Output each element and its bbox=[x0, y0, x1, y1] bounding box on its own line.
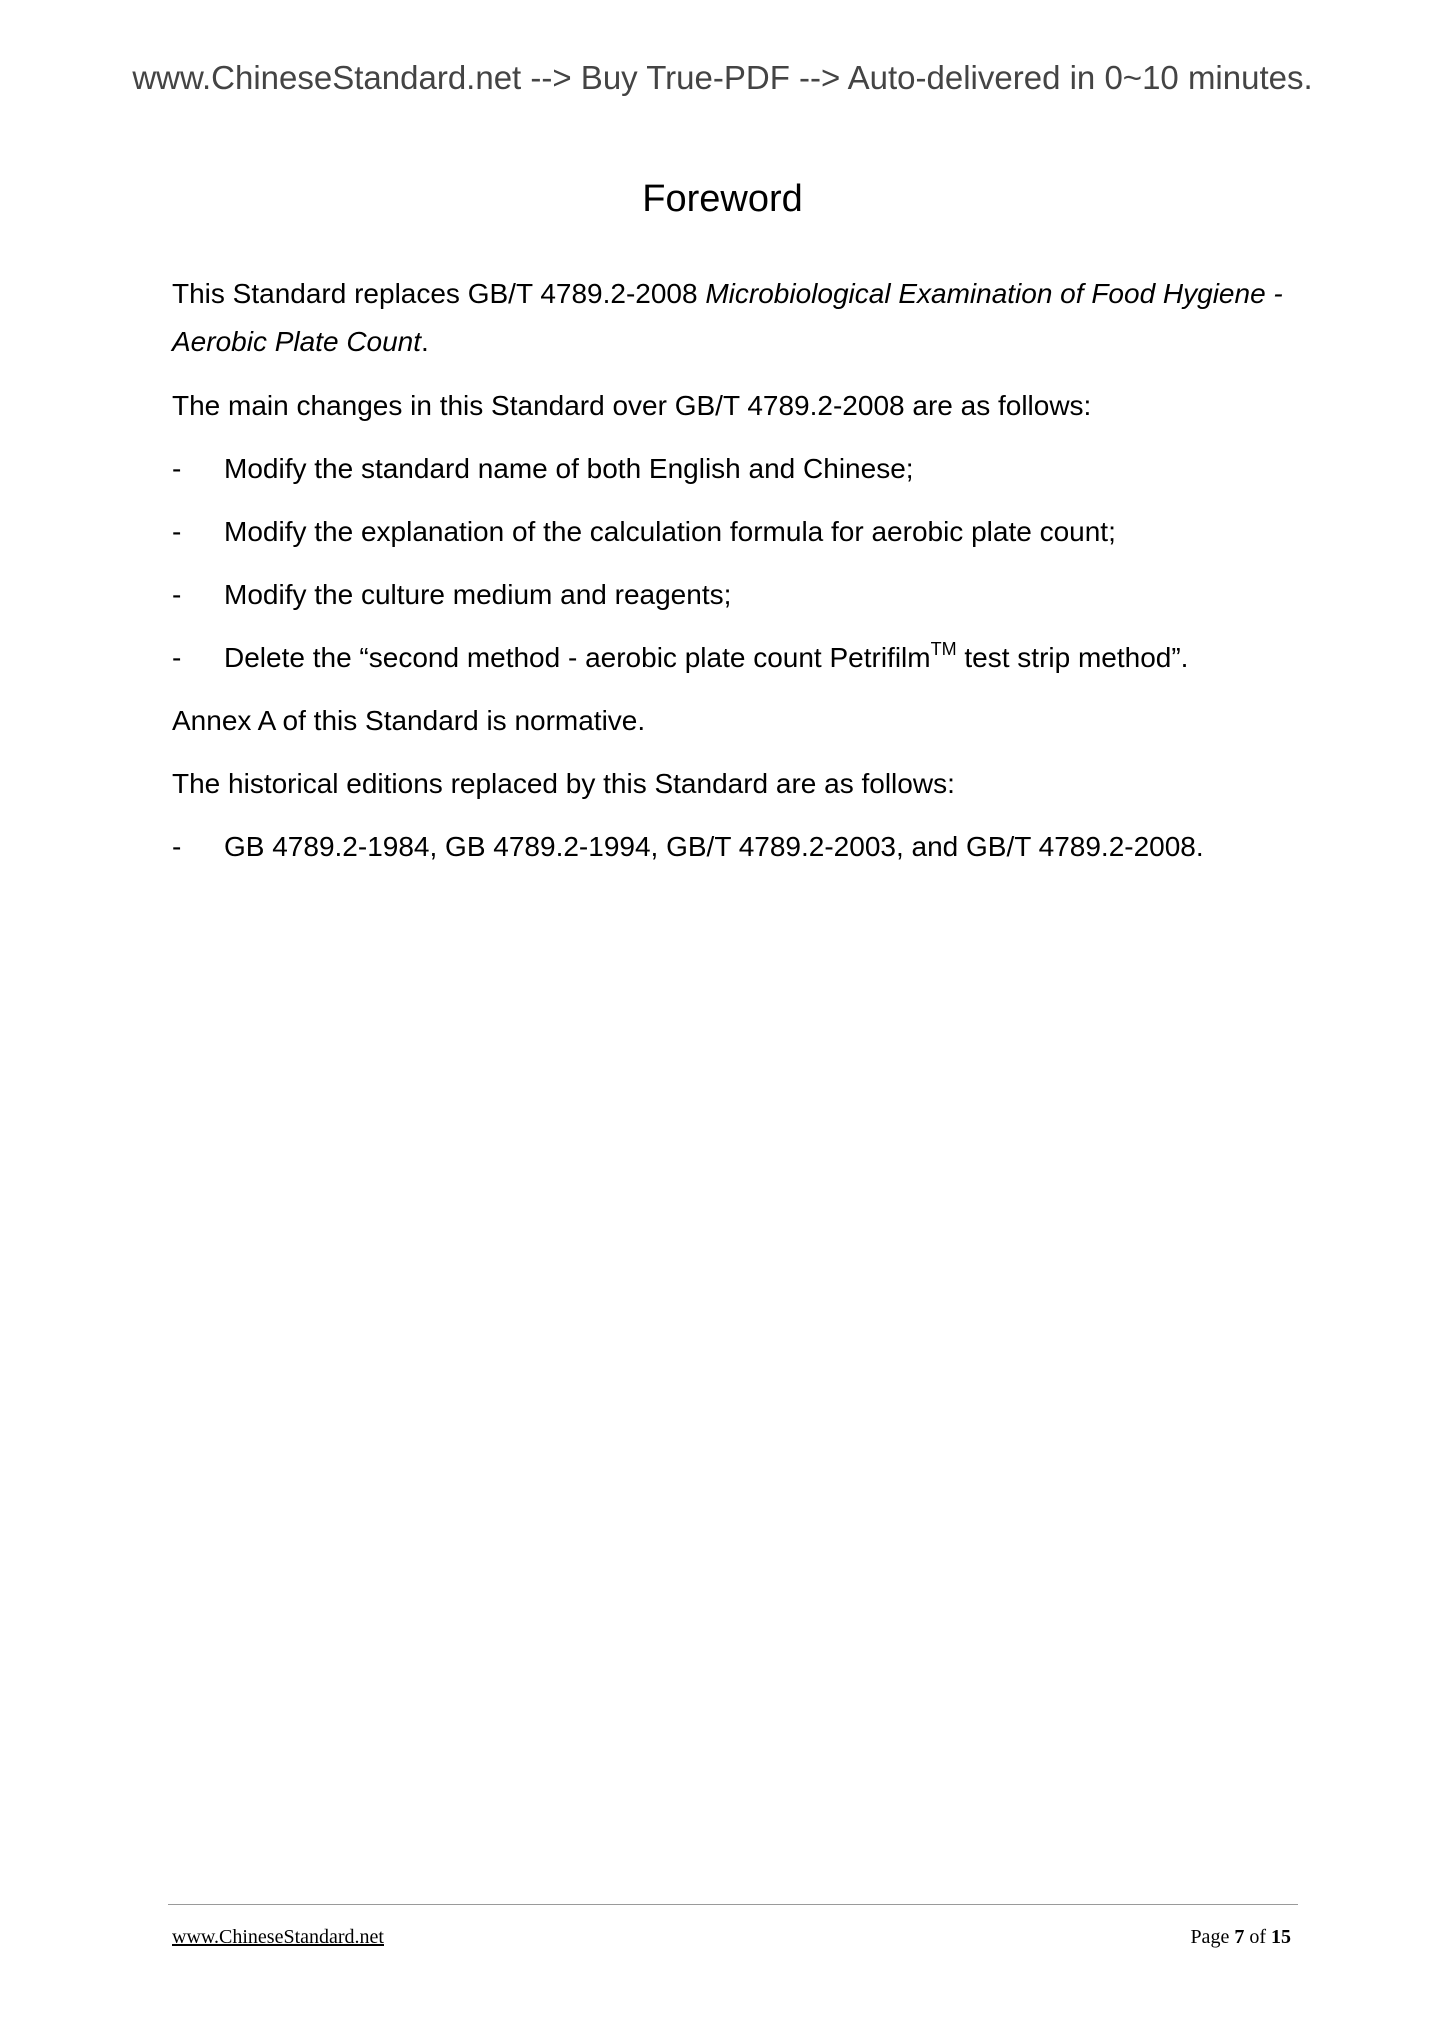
of-label: of bbox=[1244, 1926, 1271, 1948]
change-text-before: Delete the “second method - aerobic plate count Petrifilm bbox=[224, 642, 931, 673]
intro-standard-title-cont: Aerobic Plate Count bbox=[172, 326, 422, 357]
footer-site-link[interactable]: www.ChineseStandard.net bbox=[172, 1926, 384, 1948]
change-item: Modify the standard name of both English and Chinese; bbox=[224, 453, 914, 484]
intro-standard-title: Microbiological Examination of Food Hygiene - bbox=[705, 278, 1283, 309]
change-item: Modify the explanation of the calculation formula for aerobic plate count; bbox=[224, 516, 1116, 547]
total-pages: 15 bbox=[1271, 1926, 1291, 1948]
footer-divider bbox=[168, 1904, 1298, 1905]
bullet-marker: - bbox=[172, 516, 182, 547]
change-item: Modify the culture medium and reagents; bbox=[224, 579, 732, 610]
intro-line-1 bbox=[172, 270, 1307, 318]
intro-suffix: . bbox=[421, 326, 429, 357]
intro-prefix: This Standard replaces GB/T 4789.2-2008 bbox=[172, 278, 706, 309]
trademark-superscript: TM bbox=[930, 638, 957, 659]
change-text-after: test strip method”. bbox=[956, 642, 1189, 673]
bullet-marker: - bbox=[172, 642, 182, 673]
page-number: 7 bbox=[1234, 1926, 1245, 1948]
history-intro: The historical editions replaced by this Standard are as follows: bbox=[172, 768, 955, 799]
page-label: Page bbox=[1190, 1926, 1235, 1948]
annex-note: Annex A of this Standard is normative. bbox=[172, 705, 646, 736]
changes-intro: The main changes in this Standard over GB/T 4789.2-2008 are as follows: bbox=[172, 390, 1092, 421]
bullet-marker: - bbox=[172, 579, 182, 610]
page-indicator bbox=[1190, 1924, 1291, 1950]
intro-line-2 bbox=[172, 318, 1307, 366]
bullet-marker: - bbox=[172, 831, 182, 862]
page-title: Foreword bbox=[642, 178, 803, 220]
bullet-marker: - bbox=[172, 453, 182, 484]
change-item-petrifilm bbox=[224, 634, 1309, 682]
history-item: GB 4789.2-1984, GB 4789.2-1994, GB/T 4789.2-2003, and GB/T 4789.2-2008. bbox=[224, 831, 1204, 862]
top-banner[interactable]: www.ChineseStandard.net --> Buy True-PDF --> Auto-delivered in 0~10 minutes. bbox=[132, 59, 1313, 96]
